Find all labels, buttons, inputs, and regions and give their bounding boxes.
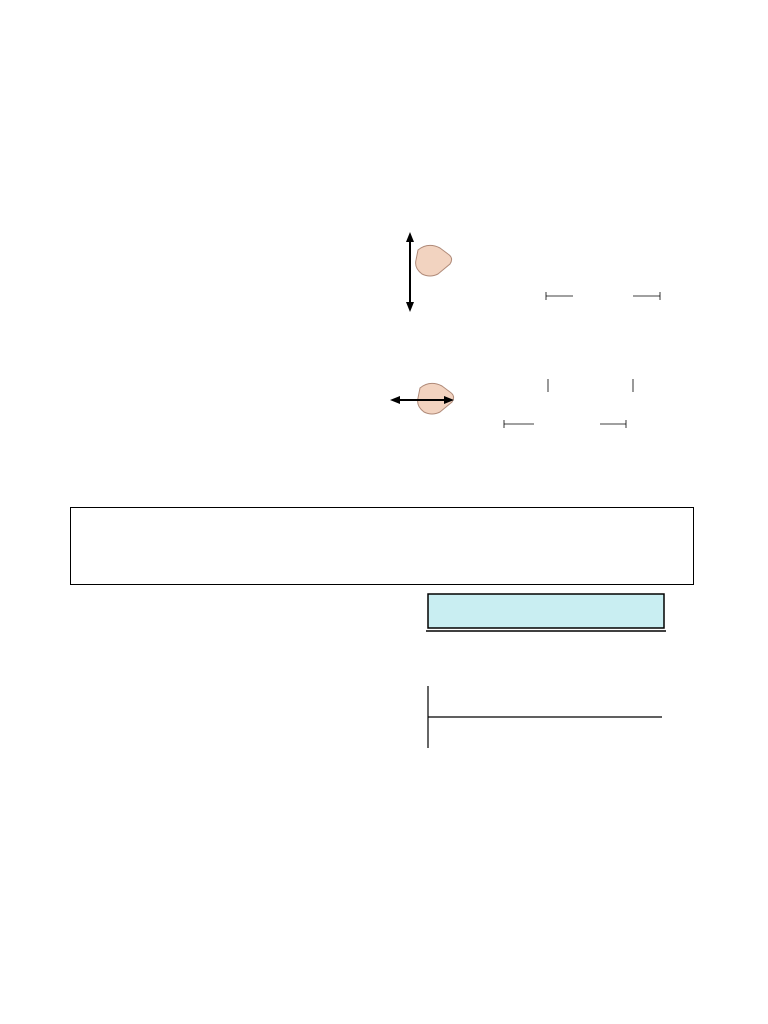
hand-illustration-top xyxy=(406,232,452,312)
wavelength-marker-top xyxy=(546,292,660,300)
wavelength-marker-bottom xyxy=(504,420,626,428)
slinky-wave-figure xyxy=(388,212,700,442)
air-column-tube xyxy=(428,594,664,628)
air-column-figure xyxy=(396,590,702,776)
hand-illustration-bottom xyxy=(390,383,454,414)
note-box xyxy=(70,507,694,585)
